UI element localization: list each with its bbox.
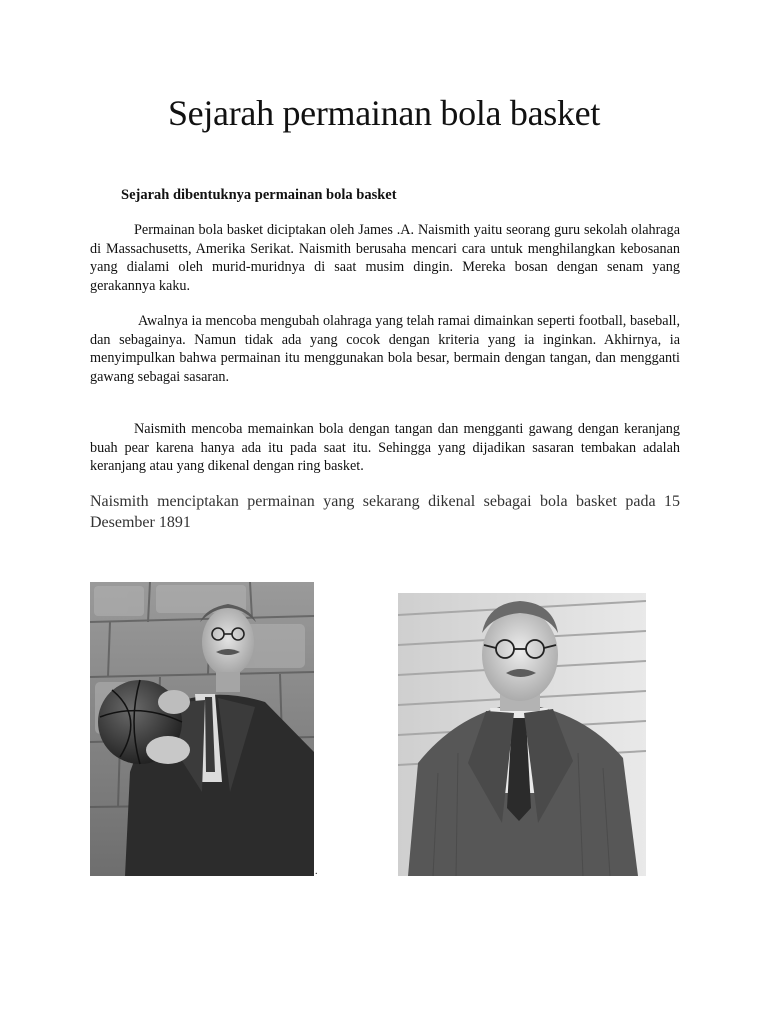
photo-man-holding-basketball	[90, 582, 314, 876]
paragraph-1: Permainan bola basket diciptakan oleh James .A. Naismith yaitu seorang guru sekolah olahraga di Massachusetts, Amerika Serikat. Naismith berusaha mencari cara untuk menghilangkan kebosanan yang dialami oleh murid-muridnya di saat musim dingin. Mereka bosan dengan senam yang gerakannya kaku.	[90, 222, 680, 294]
stray-mark: .	[315, 866, 318, 877]
paragraph-4: Naismith menciptakan permainan yang sekarang dikenal sebagai bola basket pada 15 Desember 1891	[90, 493, 680, 531]
page-title: Sejarah permainan bola basket	[167, 93, 601, 133]
paragraph-3: Naismith mencoba memainkan bola dengan tangan dan mengganti gawang dengan keranjang buah pear karena hanya ada itu pada saat itu. Sehingga yang dijadikan sasaran tembakan adalah keranjang atau yang dikenal dengan ring basket.	[90, 421, 680, 474]
paragraph-2: Awalnya ia mencoba mengubah olahraga yang telah ramai dimainkan seperti football, baseball, dan sebagainya. Namun tidak ada yang cocok dengan kriteria yang ia inginkan. Akhirnya, ia menyimpulkan bahwa permainan itu menggunakan bola besar, bermain dengan tangan, dan mengganti gawang sebagai sasaran.	[90, 313, 680, 385]
photo-man-portrait	[398, 593, 646, 876]
section-subtitle: Sejarah dibentuknya permainan bola basket	[121, 187, 397, 203]
